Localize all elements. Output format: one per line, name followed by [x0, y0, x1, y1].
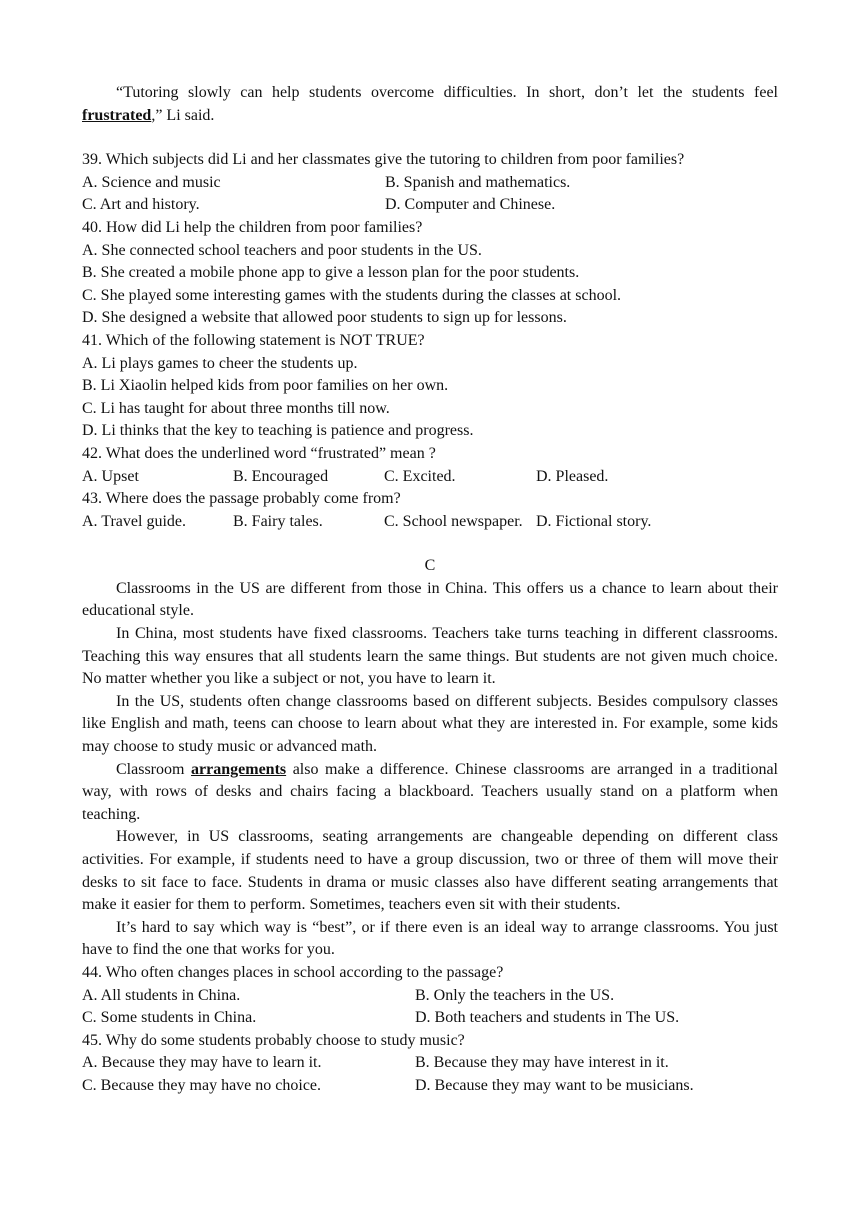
spacer — [82, 127, 778, 149]
option-a: A. Travel guide. — [82, 512, 186, 530]
passage-paragraph-3: In the US, students often change classrooms based on different subjects. Besides compulsory classes like English and math, teens can choose to learn about what they are interested in. For example, some kids may choose to study music or advanced math. — [82, 692, 778, 756]
paragraph-text-start: Classroom — [116, 760, 192, 778]
option-d: D. Because they may want to be musicians. — [415, 1076, 694, 1094]
option-b: B. Only the teachers in the US. — [415, 986, 615, 1004]
options-row — [82, 1007, 778, 1030]
spacer — [82, 533, 778, 555]
passage-paragraph-5: However, in US classrooms, seating arrangements are changeable depending on different class activities. For example, if students need to have a group discussion, two or three of them will move their desks to sit face to face. Students in drama or music classes also have different seating arrangements that make it easier for them to perform. Sometimes, teachers even sit with their students. — [82, 828, 778, 914]
options-row — [82, 1075, 778, 1098]
option-c: C. School newspaper. — [384, 512, 523, 530]
section-heading: C — [424, 557, 436, 575]
option-c: C. She played some interesting games with the students during the classes at school. — [82, 286, 622, 304]
option-d: D. Fictional story. — [536, 512, 652, 530]
passage-paragraph-6: It’s hard to say which way is “best”, or if there even is an ideal way to arrange classrooms. You just have to find the one that works for you. — [82, 918, 778, 959]
question-text: 41. Which of the following statement is NOT TRUE? — [82, 331, 425, 349]
question-44 — [82, 962, 778, 1030]
option-c: C. Some students in China. — [82, 1009, 257, 1027]
question-text: 42. What does the underlined word “frustrated” mean ? — [82, 444, 436, 462]
question-43 — [82, 488, 778, 533]
intro-text-start: “Tutoring slowly can help students overcome difficulties. In short, don’t let the students feel — [116, 84, 778, 101]
option-c: C. Excited. — [384, 467, 456, 485]
option-d: D. Computer and Chinese. — [385, 196, 556, 214]
option-b: B. She created a mobile phone app to give a lesson plan for the poor students. — [82, 264, 580, 282]
option-a: A. All students in China. — [82, 986, 241, 1004]
underlined-word-frustrated: frustrated — [82, 106, 152, 124]
question-text: 45. Why do some students probably choose to study music? — [82, 1031, 465, 1049]
options-row — [82, 172, 778, 195]
option-a: A. Li plays games to cheer the students up. — [82, 354, 358, 372]
question-text: 39. Which subjects did Li and her classmates give the tutoring to children from poor families? — [82, 151, 685, 169]
intro-text-end: ,” Li said. — [151, 106, 215, 124]
option-a: A. Science and music — [82, 173, 221, 191]
question-text: 40. How did Li help the children from poor families? — [82, 218, 423, 236]
options-row — [82, 985, 778, 1008]
passage-paragraph-1: Classrooms in the US are different from those in China. This offers us a chance to learn about their educational style. — [82, 579, 778, 620]
question-text: 43. Where does the passage probably come from? — [82, 490, 401, 508]
question-39 — [82, 149, 778, 217]
intro-paragraph — [82, 82, 778, 127]
option-b: B. Spanish and mathematics. — [385, 173, 571, 191]
question-40 — [82, 217, 778, 330]
question-42 — [82, 443, 778, 488]
options-row — [82, 511, 778, 534]
question-45 — [82, 1030, 778, 1098]
underlined-word-arrangements: arrangements — [191, 760, 287, 778]
option-b: B. Li Xiaolin helped kids from poor families on her own. — [82, 377, 449, 395]
passage-paragraph-4 — [82, 759, 778, 827]
options-row — [82, 466, 778, 489]
option-b: B. Because they may have interest in it. — [415, 1054, 669, 1072]
option-c: C. Art and history. — [82, 196, 200, 214]
question-41 — [82, 330, 778, 443]
option-a: A. Upset — [82, 467, 139, 485]
options-row — [82, 194, 778, 217]
question-text: 44. Who often changes places in school according to the passage? — [82, 963, 504, 981]
option-c: C. Because they may have no choice. — [82, 1076, 322, 1094]
passage-paragraph-2: In China, most students have fixed classrooms. Teachers take turns teaching in different classrooms. Teaching this way ensures that all students learn the same things. But students are not given much choice. No matter whether you like a subject or not, you have to learn it. — [82, 625, 778, 688]
option-b: B. Encouraged — [233, 467, 329, 485]
option-d: D. Both teachers and students in The US. — [415, 1009, 680, 1027]
options-row — [82, 1052, 778, 1075]
option-d: D. She designed a website that allowed poor students to sign up for lessons. — [82, 309, 567, 327]
option-c: C. Li has taught for about three months till now. — [82, 399, 390, 417]
paragraph-text-end: also make a difference. Chinese classrooms are arranged in a traditional way, with rows of desks and chairs facing a blackboard. Teachers usually stand on a platform when teaching. — [82, 760, 778, 823]
option-d: D. Pleased. — [536, 467, 609, 485]
option-b: B. Fairy tales. — [233, 512, 323, 530]
option-a: A. Because they may have to learn it. — [82, 1054, 322, 1072]
option-d: D. Li thinks that the key to teaching is patience and progress. — [82, 422, 474, 440]
option-a: A. She connected school teachers and poor students in the US. — [82, 241, 482, 259]
